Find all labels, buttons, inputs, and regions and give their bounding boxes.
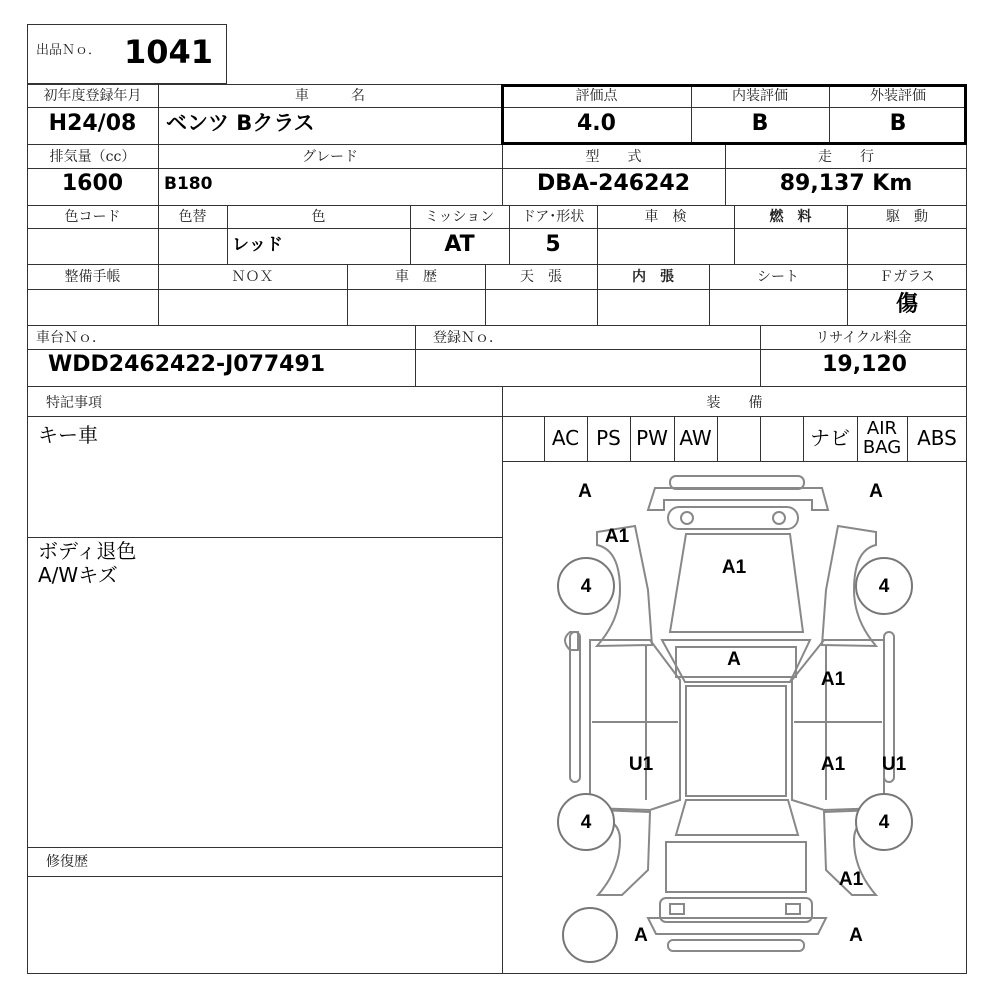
mileage-value: 89,137 Km	[779, 171, 913, 196]
equip-navi: ナビ	[810, 426, 850, 450]
equip-ac: AC	[551, 426, 580, 450]
chassis-no-label: 車台Ｎｏ．	[36, 330, 106, 346]
damage-mark: U1	[881, 754, 907, 775]
color-code-label: 色コード	[64, 209, 121, 225]
model-label: 型 式	[585, 149, 642, 165]
key-note: キー車	[38, 423, 98, 447]
reg-year-value: H24/08	[48, 111, 137, 136]
damage-mark: A	[727, 649, 741, 670]
sunroof-label: 天 張	[520, 269, 562, 285]
equip-abs: ABS	[917, 426, 957, 450]
damage-mark: A	[849, 925, 863, 946]
doors-label: ドア･形状	[521, 209, 585, 225]
displacement-value: 1600	[61, 171, 124, 196]
tire-front-left: 4	[580, 576, 592, 597]
seat-label: シート	[757, 269, 799, 285]
equip-ps: PS	[596, 426, 621, 450]
tire-rear-right: 4	[878, 812, 890, 833]
score-value: 4.0	[577, 111, 616, 136]
f-glass-value: 傷	[895, 292, 918, 317]
car-name-value: ベンツ Bクラス	[166, 111, 315, 135]
mileage-label: 走 行	[818, 149, 874, 165]
damage-mark: A	[578, 481, 592, 502]
interior-value: B	[751, 111, 769, 136]
damage-mark: A1	[820, 669, 846, 690]
drive-label: 駆 動	[886, 209, 928, 225]
color-label: 色	[311, 209, 326, 225]
damage-mark: A	[634, 925, 648, 946]
repair-history-label: 修復歴	[46, 854, 88, 870]
interior-label: 内装評価	[732, 88, 788, 104]
damage-mark: A	[869, 481, 883, 502]
mission-label: ミッション	[424, 209, 495, 225]
damage-mark: A1	[604, 526, 630, 547]
nox-label: ＮＯＸ	[231, 269, 274, 285]
remarks-note: ボディ退色 A/Wキズ	[38, 539, 137, 587]
exterior-value: B	[889, 111, 907, 136]
recycle-fee-value: 19,120	[822, 352, 907, 377]
damage-mark: A1	[838, 869, 864, 890]
grade-value: B180	[164, 174, 213, 194]
color-value: レッド	[232, 235, 283, 255]
equip-airbag: AIR BAG	[862, 418, 902, 458]
lot-number: 1041	[124, 33, 214, 71]
damage-mark: A1	[721, 557, 747, 578]
grade-label: グレード	[302, 149, 358, 165]
equipment-label: 装 備	[706, 395, 763, 411]
damage-mark: U1	[628, 754, 654, 775]
displacement-label: 排気量（cc）	[49, 149, 136, 165]
mission-value: AT	[444, 232, 475, 257]
lot-number-label: 出品Ｎｏ．	[36, 43, 102, 58]
maintenance-label: 整備手帳	[64, 269, 121, 285]
inspection-label: 車 検	[644, 209, 687, 225]
model-value: DBA-246242	[536, 171, 691, 196]
fuel-label: 燃 料	[769, 209, 812, 225]
damage-mark: A1	[820, 754, 846, 775]
car-name-label: 車 名	[295, 88, 365, 104]
tire-front-right: 4	[878, 576, 890, 597]
registration-no-label: 登録Ｎｏ．	[433, 330, 503, 346]
equip-aw: AW	[679, 426, 712, 450]
exterior-label: 外装評価	[870, 88, 926, 104]
upholstery-label: 内 張	[632, 269, 674, 285]
chassis-no-value: WDD2462422-J077491	[48, 352, 326, 377]
recycle-fee-label: リサイクル料金	[815, 330, 912, 346]
special-notes-label: 特記事項	[46, 395, 102, 411]
doors-value: 5	[545, 232, 561, 257]
tire-rear-left: 4	[580, 812, 592, 833]
reg-year-label: 初年度登録年月	[43, 88, 142, 104]
history-label: 車 歴	[395, 269, 437, 285]
equip-pw: PW	[636, 426, 668, 450]
score-label: 評価点	[575, 88, 618, 104]
f-glass-label: Ｆガラス	[879, 269, 935, 285]
repaint-label: 色替	[178, 209, 207, 225]
